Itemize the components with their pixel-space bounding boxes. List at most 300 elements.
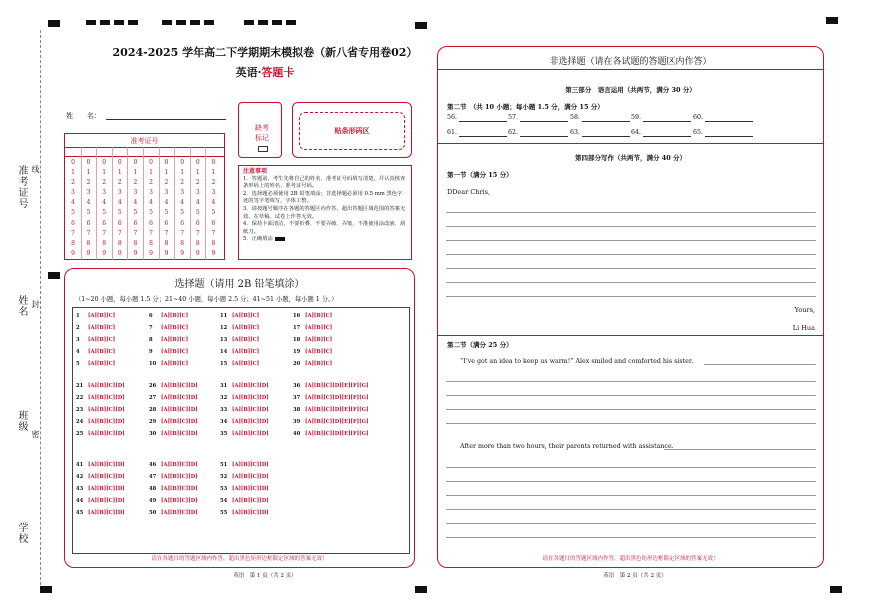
exam-digit-bubble[interactable]: 4 [211, 199, 216, 207]
exam-digit-bubble[interactable]: 9 [195, 249, 200, 257]
exam-digit-bubble[interactable]: 2 [164, 179, 169, 187]
exam-digit-bubble[interactable]: 9 [149, 249, 153, 257]
exam-digit-bubble[interactable]: 7 [195, 229, 200, 237]
answer-row-14[interactable] [220, 349, 259, 355]
barcode-label: 贴条形码区 [334, 126, 370, 135]
writing-line[interactable] [446, 212, 816, 213]
answer-row-44[interactable] [76, 498, 125, 504]
option-bubbles[interactable]: [A][B][C] [305, 313, 333, 319]
option-bubbles[interactable]: [A][B][C][D] [161, 407, 198, 413]
answer-row-20[interactable] [293, 361, 332, 367]
exam-digit-bubble[interactable]: 4 [117, 199, 122, 207]
option-bubbles[interactable]: [A][B][C][D] [88, 510, 125, 516]
exam-digit-bubble[interactable]: 5 [86, 209, 91, 217]
answer-row-24[interactable] [76, 419, 125, 425]
exam-digit-column [194, 158, 202, 259]
exam-digit-bubble[interactable]: 2 [211, 179, 216, 187]
exam-number-grid [64, 133, 225, 260]
question-number: 5 [76, 361, 80, 367]
exam-digit-bubble[interactable]: 2 [71, 179, 75, 187]
question-number: 48 [149, 486, 157, 492]
exam-digit-bubble[interactable]: 5 [211, 209, 216, 217]
option-bubbles[interactable]: [A][B][C][D] [232, 419, 269, 425]
exam-digit-bubble[interactable]: 5 [149, 209, 153, 217]
exam-digit-bubble[interactable]: 0 [149, 159, 153, 166]
question-number: 40 [293, 431, 301, 437]
option-bubbles[interactable]: [A][B][C] [161, 361, 189, 367]
writing-line[interactable] [446, 395, 816, 396]
exam-digit-bubble[interactable]: 3 [71, 189, 75, 197]
exam-digit-bubble[interactable]: 8 [180, 239, 185, 247]
answer-row-43[interactable] [76, 486, 125, 492]
side-name: 姓名 [16, 295, 27, 317]
exam-digit-bubble[interactable]: 4 [102, 199, 107, 207]
writing-line[interactable] [446, 423, 816, 424]
question-number: 7 [149, 325, 153, 331]
choice-title: 选择题（请用 2B 铅笔填涂） [174, 279, 305, 290]
exam-digit-bubble[interactable]: 0 [180, 159, 185, 166]
exam-digit-bubble[interactable]: 2 [117, 179, 122, 187]
question-number: 55 [220, 510, 228, 516]
exam-digit-bubble[interactable]: 0 [86, 159, 91, 166]
name-field[interactable] [106, 119, 226, 120]
option-bubbles[interactable]: [A][B][C][D] [161, 474, 198, 480]
option-bubbles[interactable]: [A][B][C] [88, 337, 116, 343]
option-bubbles[interactable]: [A][B][C] [161, 349, 189, 355]
exam-digit-bubble[interactable]: 6 [149, 219, 153, 227]
exam-digit-bubble[interactable]: 6 [86, 219, 91, 227]
answer-row-31[interactable] [220, 383, 269, 389]
blank-number: 63. [570, 129, 581, 136]
exam-digit-bubble[interactable]: 6 [117, 219, 122, 227]
question-number: 24 [76, 419, 84, 425]
exam-digit-bubble[interactable]: 9 [102, 249, 107, 257]
exam-digit-bubble[interactable]: 3 [149, 189, 153, 197]
blank-answer-line[interactable] [582, 121, 630, 122]
para2-opening: After more than two hours, their parents returned with assistance. [460, 443, 674, 450]
exam-digit-bubble[interactable]: 6 [195, 219, 200, 227]
exam-digit-bubble[interactable]: 2 [133, 179, 138, 187]
option-bubbles[interactable]: [A][B][C][D] [232, 486, 269, 492]
exam-digit-bubble[interactable]: 1 [71, 169, 75, 177]
exam-digit-bubble[interactable]: 1 [211, 169, 216, 177]
answer-row-29[interactable] [149, 419, 198, 425]
side-class: 班级 [16, 410, 27, 432]
letter-closing: Yours, [794, 306, 815, 314]
answer-row-37[interactable] [293, 395, 368, 401]
option-bubbles[interactable]: [A][B][C][D] [88, 486, 125, 492]
question-number: 19 [293, 349, 301, 355]
answer-row-15[interactable] [220, 361, 259, 367]
part3-heading: 第三部分 语言运用（共两节，满分 30 分） [565, 86, 696, 94]
notes-title: 注意事项 [243, 168, 268, 175]
question-number: 46 [149, 462, 157, 468]
exam-digit-bubble[interactable]: 5 [180, 209, 185, 217]
exam-digit-column [131, 158, 139, 259]
choice-info: （1~20 小题，每小题 1.5 分；21~40 小题，每小题 2.5 分；41~51 小题，每小题 1 分。） [75, 296, 338, 303]
exam-digit-bubble[interactable]: 2 [86, 179, 91, 187]
exam-digit-bubble[interactable]: 2 [180, 179, 185, 187]
option-bubbles[interactable]: [A][B][C][D][E][F][G] [305, 383, 369, 389]
answer-row-27[interactable] [149, 395, 198, 401]
answer-row-34[interactable] [220, 419, 269, 425]
exam-digit-bubble[interactable]: 9 [71, 249, 75, 257]
exam-digit-bubble[interactable]: 1 [164, 169, 169, 177]
option-bubbles[interactable]: [A][B][C][D][E][F][G] [305, 407, 369, 413]
exam-digit-bubble[interactable]: 1 [102, 169, 107, 177]
exam-digit-bubble[interactable]: 8 [195, 239, 200, 247]
option-bubbles[interactable]: [A][B][C][D] [88, 419, 125, 425]
option-bubbles[interactable]: [A][B][C][D] [232, 395, 269, 401]
answer-row-9[interactable] [149, 349, 188, 355]
answer-row-45[interactable] [76, 510, 125, 516]
writing-line[interactable] [446, 509, 816, 510]
note-2: 2．选择题必须使用 2B 铅笔填涂；非选择题必须用 0.5 mm 黑色字迹的签字笔填写，字体工整。 [243, 190, 403, 205]
exam-digit-bubble[interactable]: 8 [133, 239, 138, 247]
answer-row-38[interactable] [293, 407, 368, 413]
exam-digit-bubble[interactable]: 9 [180, 249, 185, 257]
exam-digit-bubble[interactable]: 9 [133, 249, 138, 257]
answer-row-42[interactable] [76, 474, 125, 480]
answer-row-30[interactable] [149, 431, 198, 437]
exam-digit-bubble[interactable]: 3 [117, 189, 122, 197]
exam-digit-bubble[interactable]: 6 [71, 219, 75, 227]
answer-row-6[interactable] [149, 313, 188, 319]
writing1-heading: 第一节（满分 15 分） [447, 171, 513, 179]
answer-row-50[interactable] [149, 510, 198, 516]
writing-line[interactable] [446, 240, 816, 241]
answer-row-1[interactable] [76, 313, 115, 319]
exam-digit-bubble[interactable]: 0 [102, 159, 107, 166]
blank-answer-line[interactable] [705, 121, 753, 122]
question-number: 10 [149, 361, 157, 367]
option-bubbles[interactable]: [A][B][C][D] [161, 486, 198, 492]
exam-digit-bubble[interactable]: 0 [117, 159, 122, 166]
exam-digit-bubble[interactable]: 8 [211, 239, 216, 247]
answer-row-52[interactable] [220, 474, 269, 480]
answer-row-22[interactable] [76, 395, 125, 401]
option-bubbles[interactable]: [A][B][C] [232, 313, 260, 319]
exam-digit-bubble[interactable]: 7 [86, 229, 91, 237]
blank-number: 56. [447, 114, 458, 121]
answer-row-21[interactable] [76, 383, 125, 389]
question-number: 16 [293, 313, 301, 319]
blank-answer-line[interactable] [705, 136, 753, 137]
timing-mark [415, 586, 427, 593]
option-bubbles[interactable]: [A][B][C][D] [161, 462, 198, 468]
answer-row-11[interactable] [220, 313, 259, 319]
exam-digit-bubble[interactable]: 7 [164, 229, 169, 237]
answer-row-55[interactable] [220, 510, 269, 516]
option-bubbles[interactable]: [A][B][C] [232, 337, 260, 343]
writing-line[interactable] [446, 523, 816, 524]
option-bubbles[interactable]: [A][B][C][D] [161, 383, 198, 389]
writing-line[interactable] [446, 467, 816, 468]
option-bubbles[interactable]: [A][B][C][D] [88, 498, 125, 504]
exam-digit-bubble[interactable]: 2 [102, 179, 107, 187]
question-number: 37 [293, 395, 301, 401]
side-secret-mark: 密 [31, 430, 40, 439]
exam-digit-column [100, 158, 108, 259]
option-bubbles[interactable]: [A][B][C][D] [232, 383, 269, 389]
question-number: 9 [149, 349, 153, 355]
option-bubbles[interactable]: [A][B][C][D] [232, 510, 269, 516]
answer-row-47[interactable] [149, 474, 198, 480]
answer-row-32[interactable] [220, 395, 269, 401]
blank-answer-line[interactable] [459, 136, 507, 137]
option-bubbles[interactable]: [A][B][C][D] [232, 462, 269, 468]
exam-digit-bubble[interactable]: 3 [86, 189, 91, 197]
exam-digit-bubble[interactable]: 8 [164, 239, 169, 247]
question-number: 44 [76, 498, 84, 504]
exam-digit-bubble[interactable]: 6 [102, 219, 107, 227]
exam-digit-bubble[interactable]: 5 [102, 209, 107, 217]
answer-row-13[interactable] [220, 337, 259, 343]
writing-line[interactable] [446, 268, 816, 269]
blank-answer-line[interactable] [582, 136, 630, 137]
option-bubbles[interactable]: [A][B][C] [88, 349, 116, 355]
notes-box [238, 165, 412, 260]
exam-digit-column [178, 158, 186, 259]
option-bubbles[interactable]: [A][B][C][D] [88, 462, 125, 468]
exam-digit-bubble[interactable]: 7 [133, 229, 138, 237]
answer-row-7[interactable] [149, 325, 188, 331]
exam-digit-bubble[interactable]: 0 [195, 159, 200, 166]
blank-number: 61. [447, 129, 458, 136]
writing2-heading: 第二节（满分 25 分） [447, 341, 513, 349]
writing-line[interactable] [446, 537, 816, 538]
option-bubbles[interactable]: [A][B][C][D] [161, 498, 198, 504]
answer-row-25[interactable] [76, 431, 125, 437]
writing-line[interactable] [446, 226, 816, 227]
answer-row-2[interactable] [76, 325, 115, 331]
page2-footer-warn: 请在各题目的答题区域内作答，超出黑色矩形边框限定区域的答案无效！ [542, 556, 719, 562]
option-bubbles[interactable]: [A][B][C] [88, 325, 116, 331]
exam-digit-bubble[interactable]: 6 [211, 219, 216, 227]
writing-line[interactable] [704, 364, 816, 365]
option-bubbles[interactable]: [A][B][C] [161, 325, 189, 331]
exam-digit-bubble[interactable]: 7 [71, 229, 75, 237]
option-bubbles[interactable]: [A][B][C] [305, 361, 333, 367]
option-bubbles[interactable]: [A][B][C] [305, 325, 333, 331]
exam-digit-bubble[interactable]: 5 [195, 209, 200, 217]
exam-digit-bubble[interactable]: 1 [86, 169, 91, 177]
answer-row-54[interactable] [220, 498, 269, 504]
option-bubbles[interactable]: [A][B][C][D] [161, 419, 198, 425]
blank-number: 62. [508, 129, 519, 136]
blank-answer-line[interactable] [520, 136, 568, 137]
exam-digit-column [147, 158, 155, 259]
exam-digit-bubble[interactable]: 3 [133, 189, 138, 197]
exam-digit-bubble[interactable]: 4 [164, 199, 169, 207]
exam-digit-bubble[interactable]: 2 [195, 179, 200, 187]
option-bubbles[interactable]: [A][B][C] [161, 313, 189, 319]
writing-line[interactable] [446, 481, 816, 482]
exam-digit-bubble[interactable]: 9 [86, 249, 91, 257]
binding-line [40, 30, 41, 585]
option-bubbles[interactable]: [A][B][C] [232, 325, 260, 331]
option-bubbles[interactable]: [A][B][C] [232, 349, 260, 355]
exam-digit-bubble[interactable]: 1 [149, 169, 153, 177]
answer-row-33[interactable] [220, 407, 269, 413]
writing-line[interactable] [446, 282, 816, 283]
option-bubbles[interactable]: [A][B][C][D] [88, 407, 125, 413]
answer-row-5[interactable] [76, 361, 115, 367]
exam-digit-bubble[interactable]: 3 [102, 189, 107, 197]
answer-row-18[interactable] [293, 337, 332, 343]
writing-line[interactable] [446, 495, 816, 496]
exam-digit-bubble[interactable]: 7 [102, 229, 107, 237]
exam-digit-bubble[interactable]: 5 [133, 209, 138, 217]
answer-row-26[interactable] [149, 383, 198, 389]
exam-digit-bubble[interactable]: 6 [180, 219, 185, 227]
option-bubbles[interactable]: [A][B][C][D] [161, 431, 198, 437]
question-number: 2 [76, 325, 80, 331]
option-bubbles[interactable]: [A][B][C][D][E][F][G] [305, 431, 369, 437]
answer-row-12[interactable] [220, 325, 259, 331]
answer-row-49[interactable] [149, 498, 198, 504]
answer-row-40[interactable] [293, 431, 368, 437]
option-bubbles[interactable]: [A][B][C][D] [232, 498, 269, 504]
answer-row-3[interactable] [76, 337, 115, 343]
exam-digit-bubble[interactable]: 1 [180, 169, 185, 177]
exam-digit-bubble[interactable]: 2 [149, 179, 153, 187]
exam-digit-bubble[interactable]: 5 [117, 209, 122, 217]
answer-row-35[interactable] [220, 431, 269, 437]
answer-row-53[interactable] [220, 486, 269, 492]
answer-row-51[interactable] [220, 462, 269, 468]
option-bubbles[interactable]: [A][B][C][D][E][F][G] [305, 419, 369, 425]
writing-line[interactable] [446, 409, 816, 410]
blank-answer-line[interactable] [643, 121, 691, 122]
exam-digit-bubble[interactable]: 3 [211, 189, 216, 197]
answer-row-23[interactable] [76, 407, 125, 413]
option-bubbles[interactable]: [A][B][C] [161, 337, 189, 343]
option-bubbles[interactable]: [A][B][C] [88, 313, 116, 319]
exam-digit-bubble[interactable]: 4 [195, 199, 200, 207]
exam-digit-bubble[interactable]: 4 [149, 199, 153, 207]
exam-digit-bubble[interactable]: 9 [211, 249, 216, 257]
answer-row-46[interactable] [149, 462, 198, 468]
timing-mark [826, 17, 838, 24]
exam-digit-bubble[interactable]: 0 [211, 159, 216, 166]
exam-digit-bubble[interactable]: 8 [71, 239, 75, 247]
exam-digit-bubble[interactable]: 7 [149, 229, 153, 237]
question-number: 1 [76, 313, 80, 319]
blank-answer-line[interactable] [643, 136, 691, 137]
question-number: 43 [76, 486, 84, 492]
writing-line[interactable] [446, 381, 816, 382]
exam-digit-bubble[interactable]: 1 [195, 169, 200, 177]
exam-digit-column [163, 158, 171, 259]
option-bubbles[interactable]: [A][B][C][D] [88, 395, 125, 401]
exam-digit-bubble[interactable]: 4 [86, 199, 91, 207]
exam-digit-bubble[interactable]: 8 [149, 239, 153, 247]
writing-line[interactable] [446, 296, 816, 297]
exam-digit-bubble[interactable]: 8 [102, 239, 107, 247]
option-bubbles[interactable]: [A][B][C] [232, 361, 260, 367]
exam-digit-bubble[interactable]: 3 [180, 189, 185, 197]
question-number: 18 [293, 337, 301, 343]
answer-row-39[interactable] [293, 419, 368, 425]
option-bubbles[interactable]: [A][B][C][D] [232, 474, 269, 480]
section2-heading: 第二节 （共 10 小题；每小题 1.5 分，满分 15 分） [447, 103, 604, 111]
answer-row-17[interactable] [293, 325, 332, 331]
exam-digit-bubble[interactable]: 6 [164, 219, 169, 227]
exam-digit-bubble[interactable]: 9 [164, 249, 169, 257]
question-number: 35 [220, 431, 228, 437]
blank-answer-line[interactable] [459, 121, 507, 122]
exam-digit-bubble[interactable]: 6 [133, 219, 138, 227]
writing-line[interactable] [446, 254, 816, 255]
writing-line[interactable] [664, 449, 816, 450]
option-bubbles[interactable]: [A][B][C][D] [88, 431, 125, 437]
option-bubbles[interactable]: [A][B][C][D] [232, 431, 269, 437]
filled-bubble-sample [275, 237, 285, 241]
barcode-area [292, 102, 412, 158]
exam-digit-bubble[interactable]: 7 [211, 229, 216, 237]
exam-digit-bubble[interactable]: 3 [195, 189, 200, 197]
answer-row-4[interactable] [76, 349, 115, 355]
exam-digit-bubble[interactable]: 5 [164, 209, 169, 217]
answer-row-19[interactable] [293, 349, 332, 355]
exam-digit-bubble[interactable]: 1 [117, 169, 122, 177]
exam-digit-bubble[interactable]: 9 [117, 249, 122, 257]
option-bubbles[interactable]: [A][B][C][D] [88, 474, 125, 480]
option-bubbles[interactable]: [A][B][C][D][E][F][G] [305, 395, 369, 401]
exam-digit-bubble[interactable]: 0 [133, 159, 138, 166]
name-label: 姓 名： [66, 112, 101, 120]
missing-mark-box [238, 102, 282, 158]
answer-row-48[interactable] [149, 486, 198, 492]
exam-digit-bubble[interactable]: 5 [71, 209, 75, 217]
question-number: 27 [149, 395, 157, 401]
answer-row-28[interactable] [149, 407, 198, 413]
answer-row-8[interactable] [149, 337, 188, 343]
question-number: 51 [220, 462, 228, 468]
answer-row-41[interactable] [76, 462, 125, 468]
answer-row-16[interactable] [293, 313, 332, 319]
option-bubbles[interactable]: [A][B][C][D] [161, 510, 198, 516]
option-bubbles[interactable]: [A][B][C] [305, 349, 333, 355]
exam-digit-bubble[interactable]: 0 [164, 159, 169, 166]
side-line-mark: 线 [31, 165, 40, 174]
blank-number: 60. [693, 114, 704, 121]
exam-digit-bubble[interactable]: 3 [164, 189, 169, 197]
letter-greeting: DDear Chris, [447, 188, 491, 196]
answer-row-10[interactable] [149, 361, 188, 367]
exam-digit-bubble[interactable]: 7 [117, 229, 122, 237]
missing-mark-checkbox[interactable] [258, 146, 268, 152]
option-bubbles[interactable]: [A][B][C] [305, 337, 333, 343]
question-number: 13 [220, 337, 228, 343]
option-bubbles[interactable]: [A][B][C][D] [232, 407, 269, 413]
option-bubbles[interactable]: [A][B][C] [88, 361, 116, 367]
option-bubbles[interactable]: [A][B][C][D] [161, 395, 198, 401]
option-bubbles[interactable]: [A][B][C][D] [88, 383, 125, 389]
exam-digit-bubble[interactable]: 8 [86, 239, 91, 247]
exam-digit-bubble[interactable]: 4 [180, 199, 185, 207]
exam-digit-bubble[interactable]: 1 [133, 169, 138, 177]
answer-row-36[interactable] [293, 383, 368, 389]
exam-digit-bubble[interactable]: 8 [117, 239, 122, 247]
exam-digit-bubble[interactable]: 4 [133, 199, 138, 207]
exam-digit-bubble[interactable]: 0 [71, 159, 75, 166]
exam-digit-bubble[interactable]: 4 [71, 199, 75, 207]
blank-answer-line[interactable] [520, 121, 568, 122]
question-number: 3 [76, 337, 80, 343]
exam-digit-bubble[interactable]: 7 [180, 229, 185, 237]
